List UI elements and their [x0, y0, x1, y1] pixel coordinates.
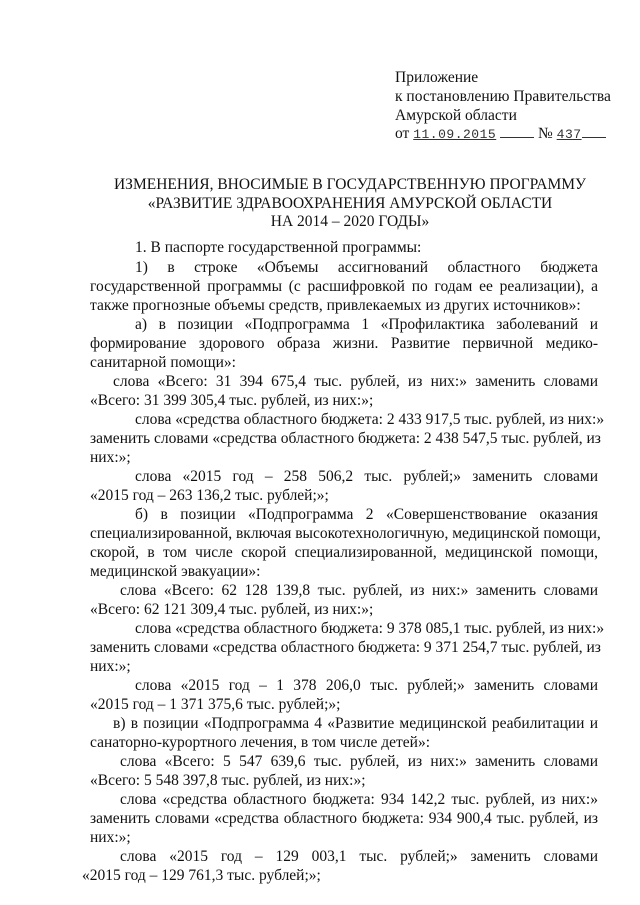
body-line: медицинской эвакуации»: [90, 563, 261, 580]
body-line: них:»; [90, 449, 131, 466]
body-line: 1) в строке «Объемы ассигнований областного бюджета [135, 259, 598, 276]
body-line: формирование здорового образа жизни. Развитие первичной медико- [90, 335, 598, 352]
body-line: «Всего: 31 399 305,4 тыс. рублей, из них:»; [90, 392, 374, 409]
body-line: слова «средства областного бюджета: 9 378 085,1 тыс. рублей, из них:» [135, 620, 605, 637]
body-line: также прогнозные объемы средств, привлекаемых из других источников»: [90, 297, 581, 314]
body-line: санаторно-курортного лечения, в том числе детей»: [90, 734, 431, 751]
body-line: слова «2015 год – 1 378 206,0 тыс. рублей;» заменить словами [135, 677, 598, 694]
blank-underline [500, 127, 534, 138]
body-line: санитарной помощи»: [90, 354, 236, 371]
number-label: № [537, 125, 553, 142]
from-label: от [395, 125, 410, 142]
body-line: государственной программы (с расшифровкой по годам ее реализации), а [90, 278, 598, 295]
resolution-number: 437 [556, 127, 582, 142]
body-line: них:»; [90, 658, 131, 675]
body-line: них:»; [90, 829, 131, 846]
appendix-title: Приложение [395, 69, 479, 86]
body-line: скорой, в том числе скорой специализированной, медицинской помощи, [90, 544, 598, 561]
appendix-region: Амурской области [395, 107, 517, 124]
appendix-date-line [395, 124, 606, 144]
blank-underline [582, 127, 606, 138]
body-line: заменить словами «средства областного бюджета: 9 371 254,7 тыс. рублей, из [90, 639, 601, 656]
resolution-date: 11.09.2015 [413, 127, 497, 142]
body-line: «2015 год – 1 371 375,6 тыс. рублей;»; [90, 696, 341, 713]
body-line: слова «средства областного бюджета: 2 433 917,5 тыс. рублей, из них:» [135, 411, 605, 428]
title-line-2: «РАЗВИТИЕ ЗДРАВООХРАНЕНИЯ АМУРСКОЙ ОБЛАСТИ [147, 195, 553, 212]
body-line: специализированной, включая высокотехнологичную, медицинской помощи, [90, 525, 601, 542]
title-line-3: НА 2014 – 2020 ГОДЫ» [270, 213, 430, 230]
body-line: «2015 год – 129 761,3 тыс. рублей;»; [82, 867, 321, 884]
body-line: 1. В паспорте государственной программы: [135, 239, 422, 256]
body-line: заменить словами «средства областного бюджета: 2 438 547,5 тыс. рублей, из [90, 430, 601, 447]
body-line: в) в позиции «Подпрограмма 4 «Развитие медицинской реабилитации и [113, 715, 598, 732]
body-line: слова «2015 год – 258 506,2 тыс. рублей;» заменить словами [135, 468, 598, 485]
body-line: слова «2015 год – 129 003,1 тыс. рублей;» заменить словами [120, 848, 598, 865]
body-line: слова «средства областного бюджета: 934 142,2 тыс. рублей, из них:» [120, 791, 598, 808]
body-line: «Всего: 5 548 397,8 тыс. рублей, из них:»; [90, 772, 366, 789]
body-line: слова «Всего: 5 547 639,6 тыс. рублей, из них:» заменить словами [120, 753, 598, 770]
body-line: заменить словами «средства областного бюджета: 934 900,4 тыс. рублей, из [90, 810, 598, 827]
body-line: а) в позиции «Подпрограмма 1 «Профилактика заболеваний и [135, 316, 598, 333]
body-line: б) в позиции «Подпрограмма 2 «Совершенствование оказания [135, 506, 598, 523]
body-line: «2015 год – 263 136,2 тыс. рублей;»; [90, 487, 329, 504]
body-line: слова «Всего: 62 128 139,8 тыс. рублей, из них:» заменить словами [120, 582, 598, 599]
title-line-1: ИЗМЕНЕНИЯ, ВНОСИМЫЕ В ГОСУДАРСТВЕННУЮ ПРОГРАММУ [113, 176, 587, 193]
body-line: «Всего: 62 121 309,4 тыс. рублей, из них:»; [90, 601, 374, 618]
body-line: слова «Всего: 31 394 675,4 тыс. рублей, из них:» заменить словами [113, 373, 598, 390]
appendix-resolution: к постановлению Правительства [395, 88, 611, 105]
